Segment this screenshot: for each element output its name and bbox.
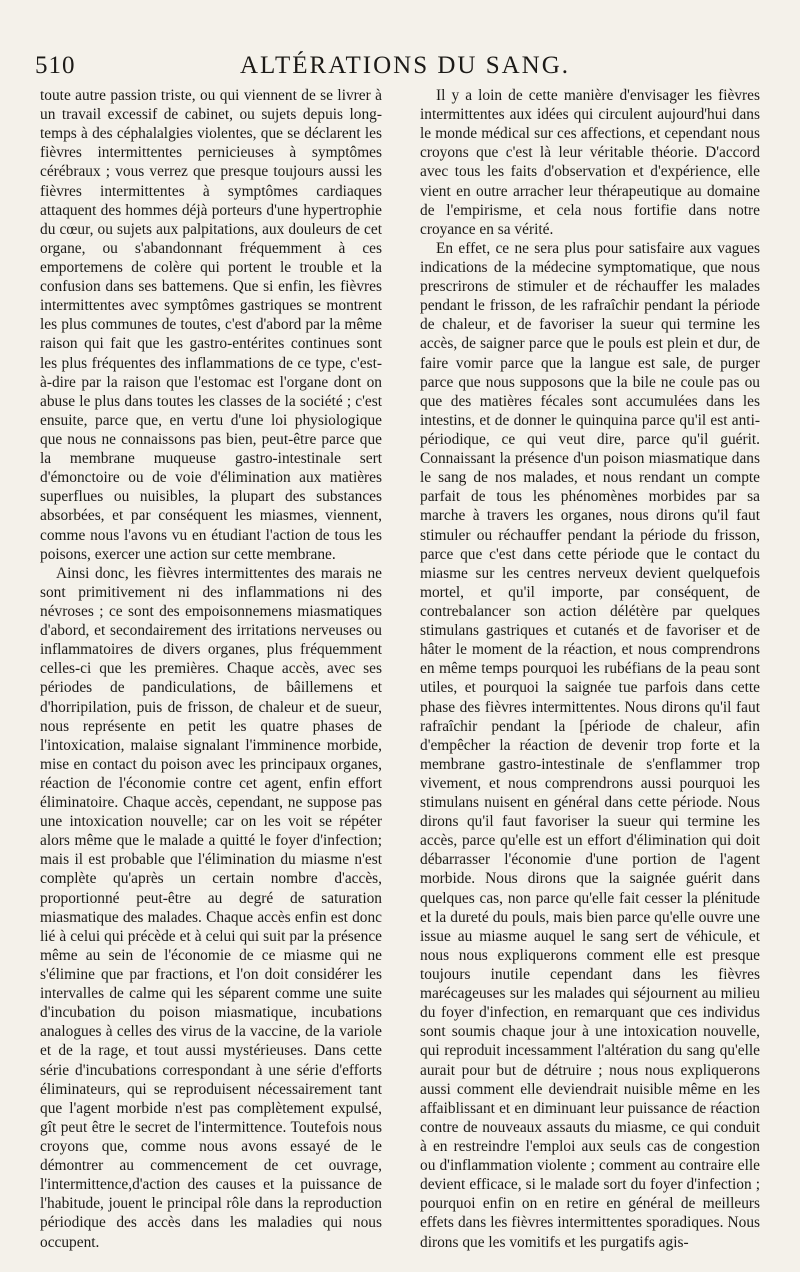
running-title: ALTÉRATIONS DU SANG.	[239, 52, 571, 79]
right-column	[420, 86, 760, 1252]
page-number: 510	[35, 52, 76, 79]
paragraph: En effet, ce ne sera plus pour satisfaire aux vagues indications de la médecine symptomatique, que nous prescrirons de stimuler et de réchauffer les malades pendant le frisson, de les rafraîchir pendant la période de chaleur, et de favoriser la sueur qui termine les accès, de saigner parce que le pouls est plein et dur, de faire vomir parce que la langue est sale, de purger parce que nous supposons que la bile ne coule pas ou que des matières fécales sont accumulées dans les intestins, et de donner le quinquina parce qu'il est anti-périodique, ce qui veut dire, parce qu'il guérit. Connaissant la présence d'un poison miasmatique dans le sang de nos malades, et nous rendant un compte parfait de tous les phénomènes morbides par sa marche à travers les organes, nous dirons qu'il faut stimuler ou réchauffer pendant la période du frisson, parce que c'est dans cette période que le contact du miasme sur les centres nerveux devient quelquefois mortel, et qu'il importe, par conséquent, de contrebalancer son action délétère par quelques stimulans gastriques et cutanés et de favoriser et de hâter le moment de la réaction, et nous comprendrons en même temps pourquoi les rubéfians de la peau sont utiles, et pourquoi la saignée tue parfois dans cette phase des fièvres intermittentes. Nous dirons qu'il faut rafraîchir pendant la [période de chaleur, afin d'empêcher la réaction de devenir trop forte et la membrane gastro-intestinale de s'enflammer trop vivement, et nous comprendrons aussi pourquoi les stimulans nuisent en général dans cette période. Nous dirons qu'il faut favoriser la sueur qui termine les accès, parce qu'elle est un effort d'élimination qui doit débarrasser l'économie d'une portion de l'agent morbide. Nous dirons que la saignée guérit dans quelques cas, non parce qu'elle fait cesser la plénitude et la dureté du pouls, mais bien parce qu'elle ouvre une issue au miasme auquel le sang sert de véhicule, et nous nous expliquerons comment elle est presque toujours inutile cependant dans les fièvres marécageuses sur les malades qui séjournent au milieu du foyer d'infection, en remarquant que ces individus sont soumis chaque jour à une intoxication nouvelle, qui reproduit incessamment l'altération du sang qu'elle aurait pour but de détruire ; nous nous expliquerons aussi comment elle deviendrait nuisible même en les affaiblissant et en diminuant leur puissance de réaction contre de nouveaux assauts du miasme, ce qui conduit à en restreindre l'emploi aux seuls cas de congestion ou d'inflammation violente ; comment au contraire elle devient efficace, si le malade sort du foyer d'infection ; pourquoi enfin on en retire en général de meilleurs effets dans les fièvres intermittentes sporadiques. Nous dirons que les vomitifs et les purgatifs agis-	[420, 239, 760, 1251]
paragraph: Ainsi donc, les fièvres intermittentes des marais ne sont primitivement ni des inflammations ni des névroses ; ce sont des empoisonnemens miasmatiques d'abord, et secondairement des irritations nerveuses ou inflammatoires de divers organes, plus fréquemment celles-ci que les premières. Chaque accès, avec ses périodes de pandiculations, de bâillemens et d'horripilation, puis de frisson, de chaleur et de sueur, nous représente en petit les quatre phases de l'intoxication, malaise signalant l'imminence morbide, mise en contact du poison avec les principaux organes, réaction de l'économie contre cet agent, enfin effort éliminatoire. Chaque accès, cependant, ne suppose pas une intoxication nouvelle; car on les voit se répéter alors même que le malade a quitté le foyer d'infection; mais il est probable que l'élimination du miasme n'est complète qu'après un certain nombre d'accès, proportionné peut-être au degré de saturation miasmatique des malades. Chaque accès enfin est donc lié à celui qui précède et à celui qui suit par la présence même au sein de l'économie de ce miasme qui ne s'élimine que par fractions, et l'on doit considérer les intervalles de calme qui les séparent comme une suite d'incubation du poison miasmatique, incubations analogues à celles des virus de la vaccine, de la variole et de la rage, et tout aussi mystérieuses. Dans cette série d'incubations correspondant à une série d'efforts éliminateurs, qui se reproduisent nécessairement tant que l'agent morbide n'est pas complètement expulsé, gît peut être le secret de l'intermittence. Toutefois nous croyons que, comme nous avons essayé de le démontrer au commencement de cet ouvrage, l'intermittence,d'action des causes et la puissance de l'habitude, jouent le principal rôle dans la reproduction périodique des accès dans les maladies qui nous occupent.	[40, 564, 382, 1251]
paragraph: Il y a loin de cette manière d'envisager les fièvres intermittentes aux idées qui circulent aujourd'hui dans le monde médical sur ces affections, et cependant nous croyons que c'est là leur véritable théorie. D'accord avec tous les faits d'observation et d'expérience, elle vient en outre arracher leur thérapeutique au domaine de l'empirisme, et cela nous fortifie dans notre croyance en sa vérité.	[420, 87, 760, 238]
left-column	[40, 86, 382, 1252]
page-header	[0, 52, 800, 88]
paragraph: toute autre passion triste, ou qui viennent de se livrer à un travail excessif de cabinet, ou sujets depuis long-temps à des céphalalgies violentes, que se déclarent les fièvres intermittentes pernicieuses à symptômes cérébraux ; vous verrez que presque toujours aussi les fièvres intermittentes à symptômes cardiaques attaquent des hommes déjà porteurs d'une hypertrophie du cœur, ou sujets aux palpitations, aux douleurs de cet organe, ou s'abandonnant fréquemment à ces emportemens de colère qui portent le trouble et la confusion dans ses battemens. Que si enfin, les fièvres intermittentes avec symptômes gastriques se montrent les plus communes de toutes, c'est d'abord par la même raison qui fait que les gastro-entérites continues sont les plus fréquentes des inflammations de ce type, c'est-à-dire par la raison que l'estomac est l'organe dont on abuse le plus dans toutes les classes de la société ; c'est ensuite, parce que, en vertu d'une loi physiologique que nous ne connaissons pas bien, peut-être parce que la membrane muqueuse gastro-intestinale sert d'émonctoire ou de voie d'élimination aux matières superflues ou nuisibles, la plupart des substances absorbées, et par conséquent les miasmes, viennent, comme nous l'avons vu en étudiant l'action de tous les poisons, exercer une action sur cette membrane.	[40, 87, 382, 563]
